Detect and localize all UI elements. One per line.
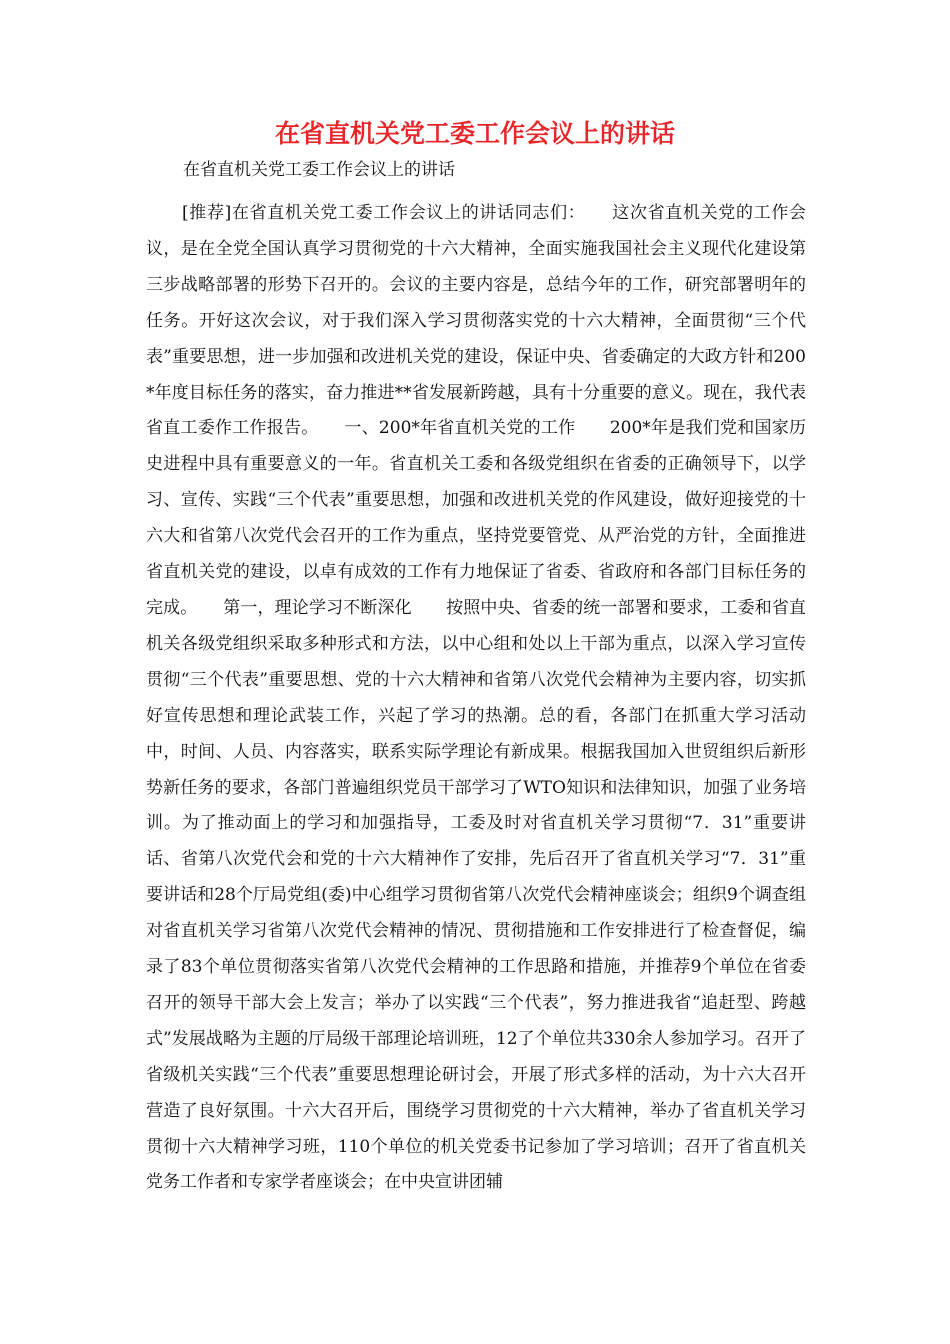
- document-title: 在省直机关党工委工作会议上的讲话: [274, 119, 675, 148]
- document-body: [推荐]在省直机关党工委工作会议上的讲话同志们： 这次省直机关党的工作会议，是在全党全国认真学习贯彻党的十六大精神，全面实施我国社会主义现代化建设第三步战略部署的形势下召开的。会议的主要内容是，总结今年的工作，研究部署明年的任务。开好这次会议，对于我们深入学习贯彻落实党的十六大精神，全面贯彻“三个代表”重要思想，进一步加强和改进机关党的建设，保证中央、省委确定的大政方针和200*年度目标任务的落实，奋力推进**省发展新跨越，具有十分重要的意义。现在，我代表省直工委作工作报告。 一、200*年省直机关党的工作 200*年是我们党和国家历史进程中具有重要意义的一年。省直机关工委和各级党组织在省委的正确领导下，以学习、宣传、实践“三个代表”重要思想，加强和改进机关党的作风建设，做好迎接党的十六大和省第八次党代会召开的工作为重点，坚持党要管党、从严治党的方针，全面推进省直机关党的建设，以卓有成效的工作有力地保证了省委、省政府和各部门目标任务的完成。 第一，理论学习不断深化 按照中央、省委的统一部署和要求，工委和省直机关各级党组织采取多种形式和方法，以中心组和处以上干部为重点，以深入学习宣传贯彻“三个代表”重要思想、党的十六大精神和省第八次党代会精神为主要内容，切实抓好宣传思想和理论武装工作，兴起了学习的热潮。总的看，各部门在抓重大学习活动中，时间、人员、内容落实，联系实际学理论有新成果。根据我国加入世贸组织后新形势新任务的要求，各部门普遍组织党员干部学习了WTO知识和法律知识，加强了业务培训。为了推动面上的学习和加强指导，工委及时对省直机关学习贯彻“7．31”重要讲话、省第八次党代会和党的十六大精神作了安排，先后召开了省直机关学习“7．31”重要讲话和28个厅局党组(委)中心组学习贯彻省第八次党代会精神座谈会；组织9个调查组对省直机关学习省第八次党代会精神的情况、贯彻措施和工作安排进行了检查督促，编录了83个单位贯彻落实省第八次党代会精神的工作思路和措施，并推荐9个单位在省委召开的领导干部大会上发言；举办了以实践“三个代表”，努力推进我省“追赶型、跨越式”发展战略为主题的厅局级干部理论培训班，12了个单位共330余人参加学习。召开了省级机关实践“三个代表”重要思想理论研讨会，开展了形式多样的活动，为十六大召开营造了良好氛围。十六大召开后，围绕学习贯彻党的十六大精神，举办了省直机关学习贯彻十六大精神学习班，110个单位的机关党委书记参加了学习培训；召开了省直机关党务工作者和专家学者座谈会；在中央宣讲团辅: [146, 203, 806, 1193]
- document-subtitle: 在省直机关党工委工作会议上的讲话: [183, 160, 455, 180]
